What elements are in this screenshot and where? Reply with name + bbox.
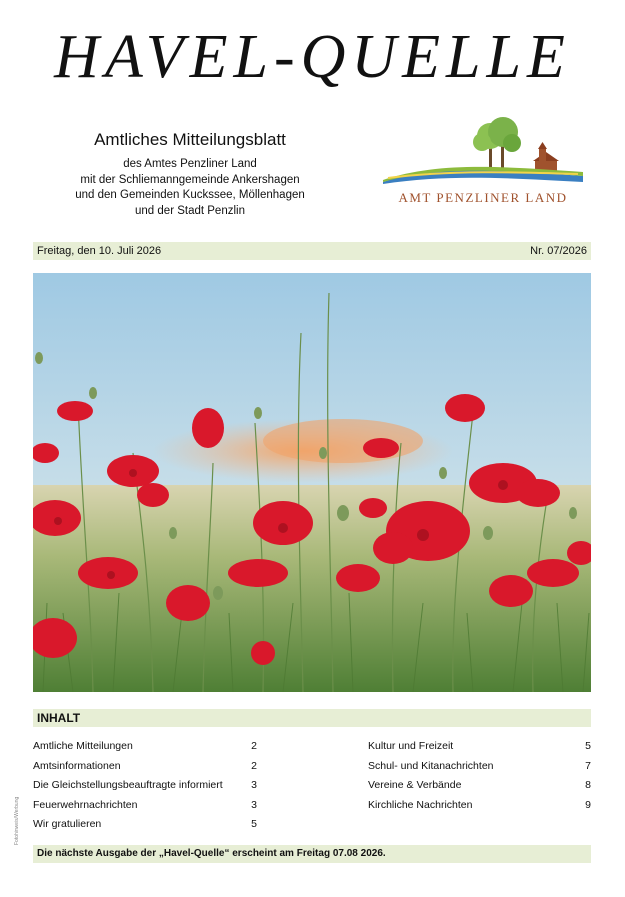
photo-credit: Fotohinweis/Werbung: [14, 796, 20, 845]
toc-right-column: [368, 740, 591, 818]
publisher-lines: [40, 157, 340, 219]
issue-number: Nr. 07/2026: [530, 245, 587, 257]
toc-entry-label: Vereine & Verbände: [368, 779, 462, 791]
cover-photo: [33, 273, 591, 692]
toc-entry: [33, 779, 261, 799]
toc-entry: [368, 740, 591, 760]
logo-graphic: [378, 112, 588, 192]
toc-entry: [33, 799, 261, 819]
toc-entry-label: Amtliche Mitteilungen: [33, 740, 133, 752]
toc-entry: [33, 740, 261, 760]
publisher-line: des Amtes Penzliner Land: [123, 158, 257, 170]
logo-text: AMT PENZLINER LAND: [398, 190, 568, 205]
toc-entry-page: 3: [251, 798, 257, 811]
amt-logo: [378, 112, 588, 222]
toc-entry-page: 5: [251, 818, 257, 830]
toc-entry-page: 8: [585, 779, 591, 791]
toc-entry-label: Schul- und Kitanachrichten: [368, 759, 494, 772]
toc-entry: [33, 818, 261, 838]
next-issue-notice: Die nächste Ausgabe der „Havel-Quelle“ erscheint am Freitag 07.08 2026.: [33, 845, 591, 863]
publisher-line: und den Gemeinden Kuckssee, Möllenhagen: [75, 189, 305, 201]
publisher-line: und der Stadt Penzlin: [135, 204, 245, 217]
toc-entry-page: 7: [585, 759, 591, 772]
toc-entry-label: Amtsinformationen: [33, 759, 121, 772]
toc-entry-page: 2: [251, 759, 257, 772]
toc-entry-page: 5: [585, 740, 591, 752]
poppy-field-image: [33, 273, 591, 692]
toc-entry: [33, 760, 261, 780]
toc-entry-label: Feuerwehrnachrichten: [33, 798, 138, 811]
toc-left-column: [33, 740, 261, 838]
toc-entry-page: 3: [251, 779, 257, 791]
dateline: [33, 242, 591, 260]
toc-entry-page: 9: [585, 798, 591, 811]
toc-entry: [368, 760, 591, 780]
toc-entry-page: 2: [251, 740, 257, 752]
inhalt-heading: INHALT: [33, 709, 591, 727]
issue-date: Freitag, den 10. Juli 2026: [37, 245, 162, 257]
publisher-line: mit der Schliemanngemeinde Ankershagen: [80, 173, 300, 186]
masthead-title: HAVEL-QUELLE: [54, 23, 571, 91]
toc-entry: [368, 799, 591, 819]
toc-entry-label: Kirchliche Nachrichten: [368, 798, 473, 811]
publication-subtitle: Amtliches Mitteilungsblatt: [94, 130, 286, 149]
toc-entry-label: Die Gleichstellungsbeauftragte informiert: [33, 779, 223, 791]
toc-entry: [368, 779, 591, 799]
toc-entry-label: Kultur und Freizeit: [368, 740, 454, 752]
toc-entry-label: Wir gratulieren: [33, 818, 102, 830]
